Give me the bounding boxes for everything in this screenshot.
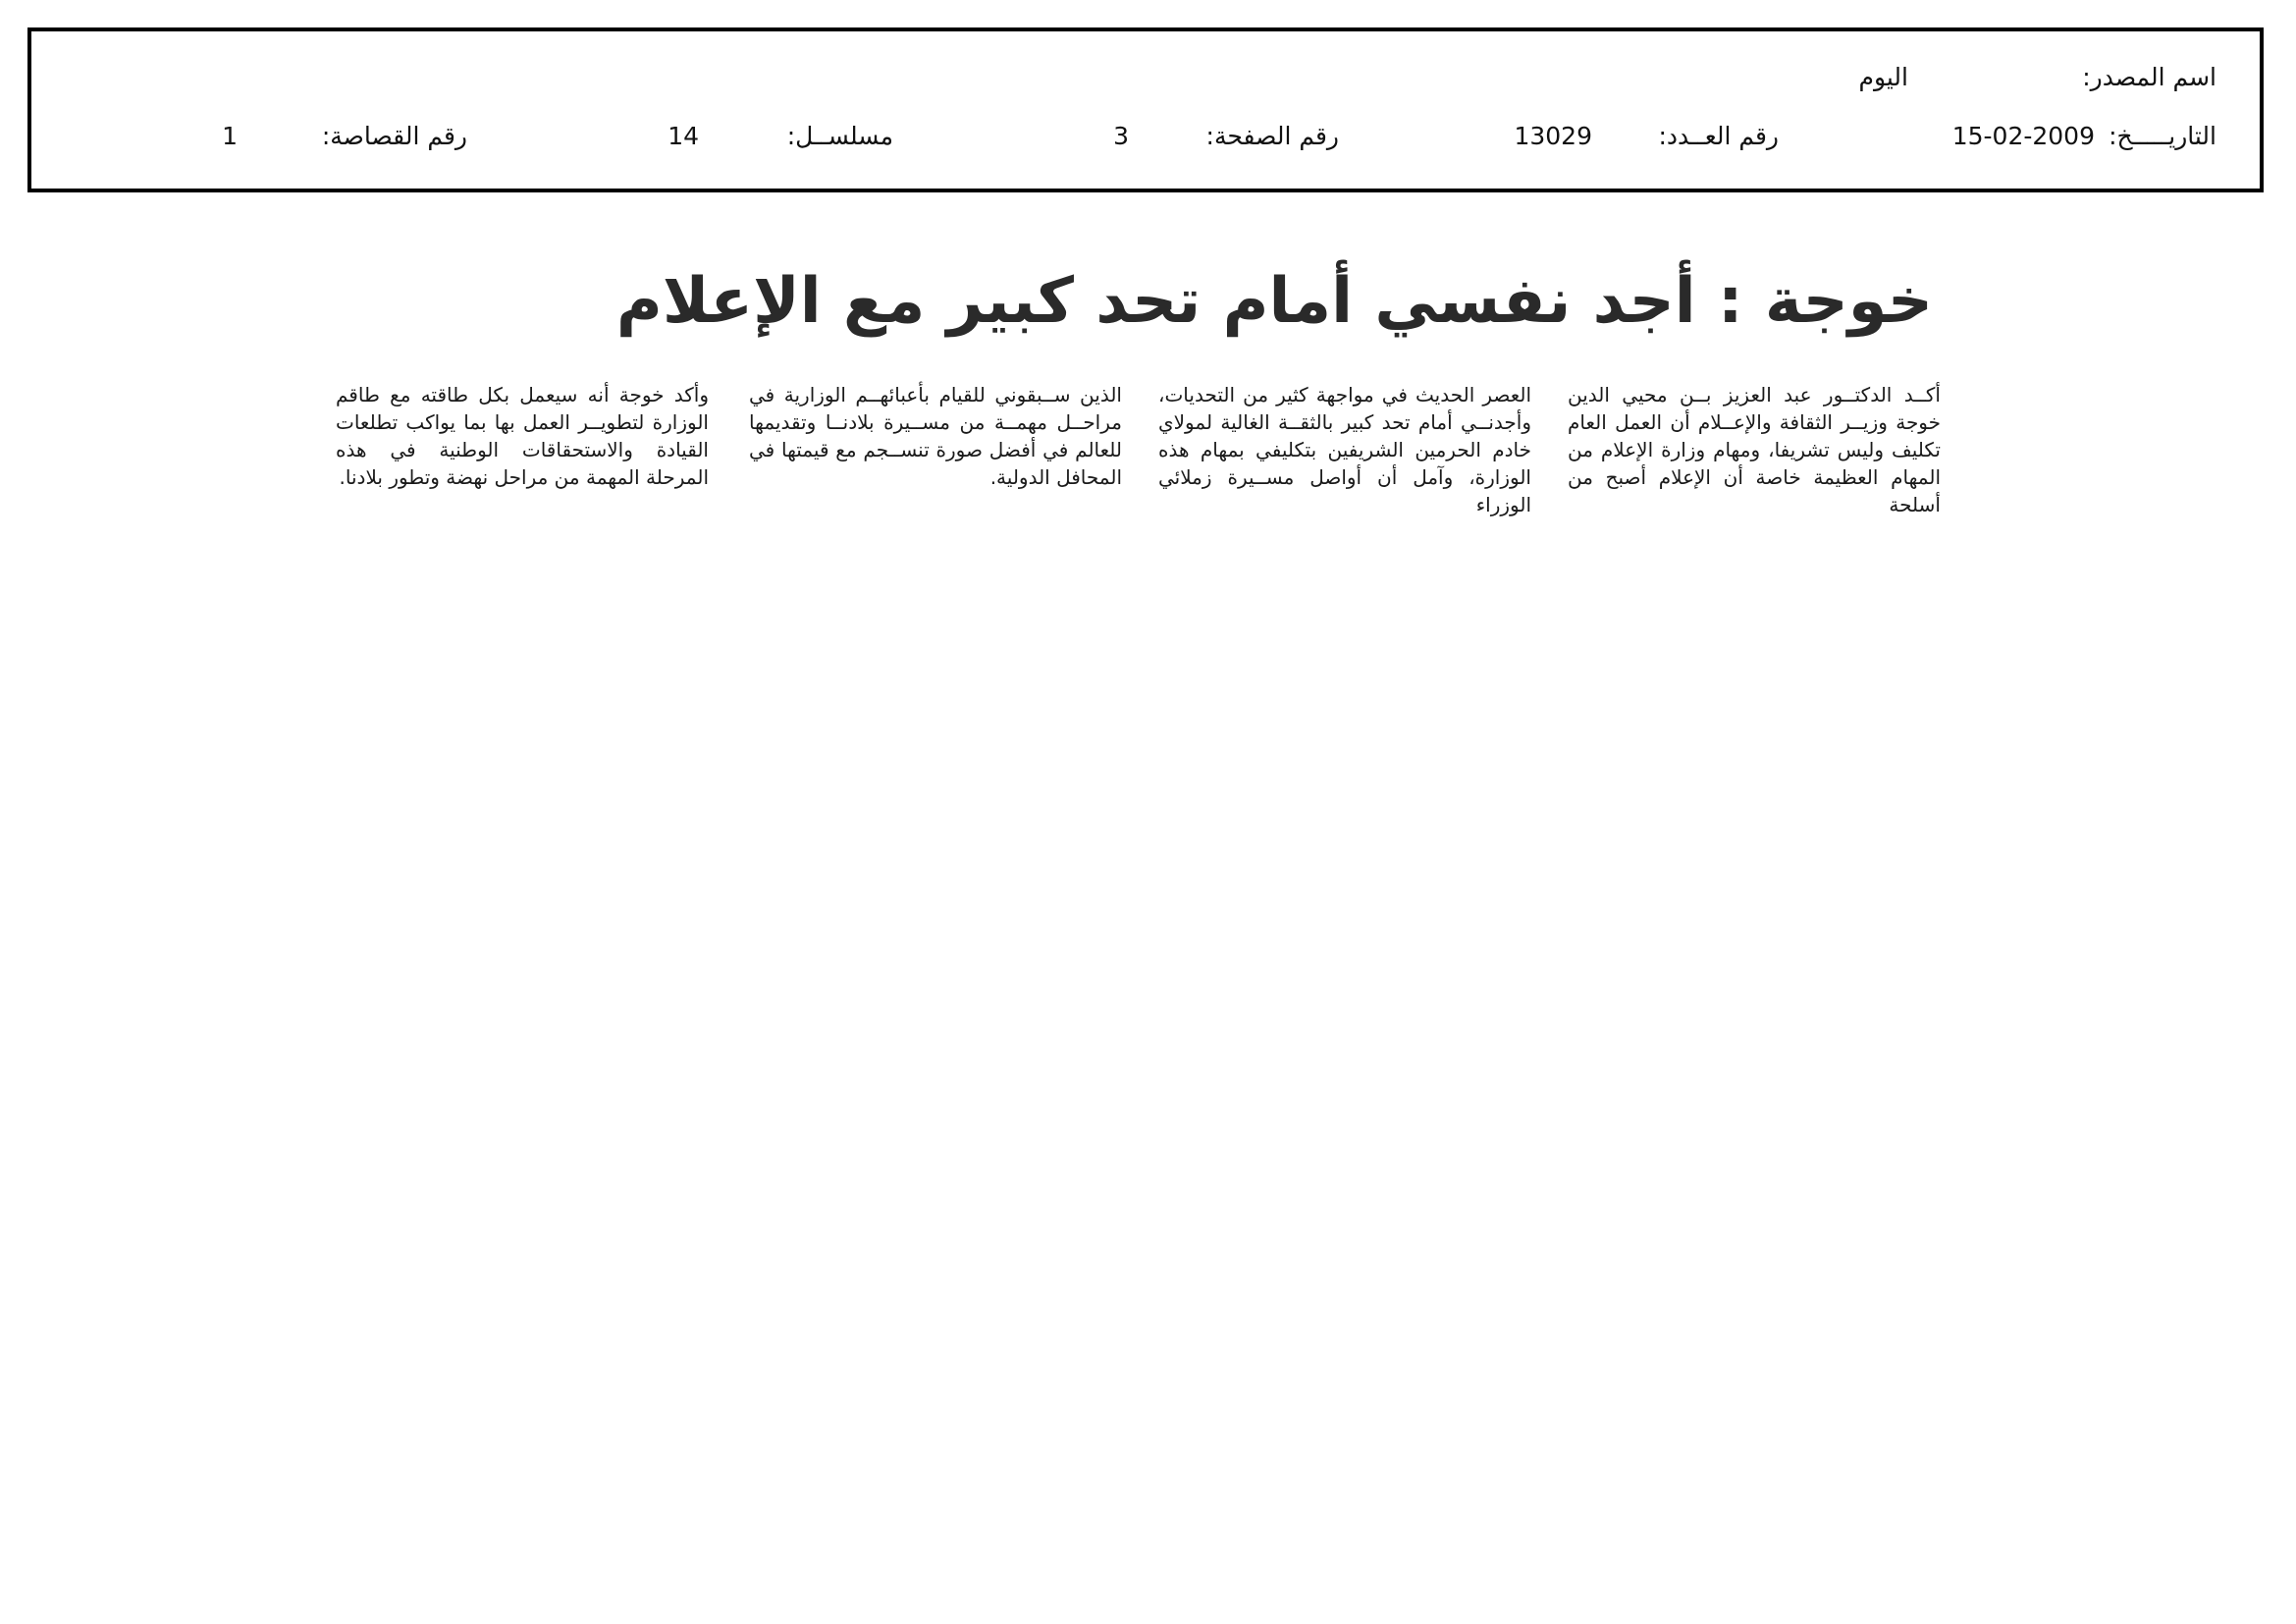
article-column-2: العصر الحديث في مواجهة كثير من التحديات، وأجدنــي أمام تحد كبير بالثقــة الغالية لمولاي خادم الحرمين الشريفين بتكليفي بمهام هذه الوزارة، وآمل أن أواصل مســيرة زملائي الوزراء	[1158, 383, 1531, 516]
article-column-4: وأكد خوجة أنه سيعمل بكل طاقته مع طاقم الوزارة لتطويــر العمل بها بما يواكب تطلعات القيادة والاستحقاقات الوطنية في هذه المرحلة المهمة من مراحل نهضة وتطور بلادنا.	[336, 383, 709, 489]
source-value: اليوم	[1858, 63, 1908, 91]
article-headline: خوجة : أجد نفسي أمام تحد كبير مع الإعلام	[615, 265, 1933, 338]
clipping-info-box	[27, 27, 2264, 192]
serial-label: مسلســل:	[786, 122, 893, 150]
clip-value: 1	[222, 122, 238, 150]
date-label: التاريـــــخ:	[2109, 122, 2216, 150]
article-column-1: أكــد الدكتــور عبد العزيز بــن محيي الدين خوجة وزيــر الثقافة والإعــلام أن العمل العام تكليف وليس تشريفا، ومهام وزارة الإعلام من المهام العظيمة خاصة أن الإعلام أصبح من أسلحة	[1568, 383, 1941, 516]
issue-value: 13029	[1514, 122, 1592, 150]
page-value: 3	[1113, 122, 1129, 150]
article-body	[0, 381, 2296, 528]
clip-label: رقم القصاصة:	[321, 122, 467, 150]
issue-label: رقم العــدد:	[1658, 122, 1779, 150]
source-label: اسم المصدر:	[2082, 63, 2216, 91]
page-label: رقم الصفحة:	[1205, 122, 1339, 150]
date-value: 15-02-2009	[1951, 122, 2095, 150]
serial-value: 14	[667, 122, 699, 150]
article-column-3: الذين ســبقوني للقيام بأعبائهــم الوزارية في مراحــل مهمــة من مســيرة بلادنــا وتقديمها للعالم في أفضل صورة تنســجم مع قيمتها في المحافل الدولية.	[749, 383, 1122, 489]
